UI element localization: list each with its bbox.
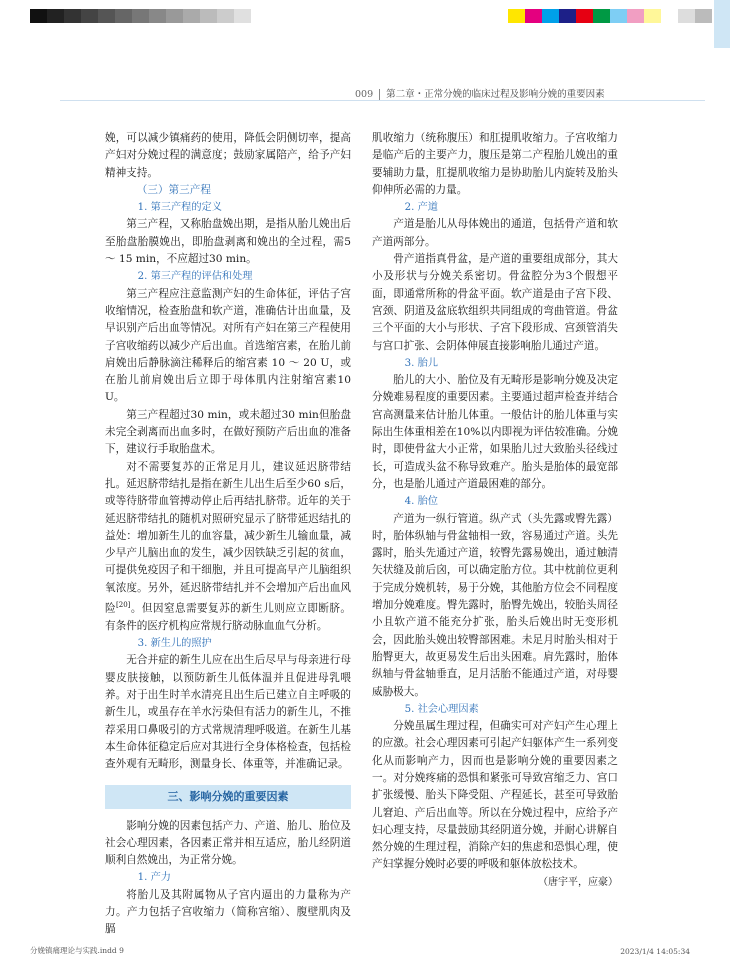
chapter-title: 第二章・正常分娩的临床过程及影响分娩的重要因素 bbox=[386, 89, 605, 100]
registration-color-bar-left bbox=[30, 9, 251, 23]
registration-color-bar-right bbox=[508, 9, 712, 23]
paragraph: 第三产程超过30 min，或未超过30 min但胎盘未完全剥离而出血多时，在做好预防产后出血的准备下，建议行手取胎盘术。 bbox=[105, 408, 351, 456]
color-swatch bbox=[47, 9, 64, 23]
color-swatch bbox=[576, 9, 593, 23]
color-swatch bbox=[678, 9, 695, 23]
paragraph: 影响分娩的因素包括产力、产道、胎儿、胎位及社会心理因素，各因素正常并相互适应，胎儿经阴道顺利自然娩出，为正常分娩。 bbox=[105, 819, 351, 867]
color-swatch bbox=[217, 9, 234, 23]
color-swatch bbox=[234, 9, 251, 23]
author-signature: （唐宇平，应豪） bbox=[538, 876, 618, 888]
section-heading-factors: 三、影响分娩的重要因素 bbox=[105, 785, 351, 809]
color-swatch bbox=[115, 9, 132, 23]
citation-ref[interactable]: [20] bbox=[116, 601, 131, 610]
header-rule bbox=[60, 100, 705, 101]
color-swatch bbox=[200, 9, 217, 23]
paragraph: 分娩虽属生理过程，但确实可对产妇产生心理上的应激。社会心理因素可引起产妇躯体产生一系列变化从而影响产力，因而也是影响分娩的重要因素之一。对分娩疼痛的恐惧和紧张可导致宫缩乏力、宫口扩张缓慢、胎头下降受阻、产程延长，甚至可导致胎儿窘迫、产后出血等。所以在分娩过程中，应给予产妇心理支持，尽量鼓励其经阴道分娩，并耐心讲解自然分娩的生理过程，消除产妇的焦虑和恐惧心理，使产妇掌握分娩时必要的呼吸和躯体放松技术。 bbox=[372, 720, 618, 871]
subheading-force: 1. 产力 bbox=[137, 872, 171, 884]
paragraph: 骨产道指真骨盆，是产道的重要组成部分，其大小及形状与分娩关系密切。骨盆腔分为3个假想平面，即通常所称的骨盆平面。软产道是由子宫下段、宫颈、阴道及盆底软组织共同组成的弯曲管道。骨盆三个平面的大小与形状、子宫下段形成、宫颈管消失与宫口扩张、会阴体伸展直接影响胎儿通过产道。 bbox=[372, 253, 618, 352]
color-swatch bbox=[81, 9, 98, 23]
paragraph: 第三产程应注意监测产妇的生命体征，评估子宫收缩情况，检查胎盘和软产道，准确估计出血量，及早识别产后出血等情况。对所有产妇在第三产程使用子宫收缩药以减少产后出血。首选缩宫素，在胎儿前肩娩出后静脉滴注稀释后的缩宫素 10 ～ 20 U，或在胎儿前肩娩出后立即于母体肌内注射缩宫素10 U。 bbox=[105, 287, 351, 404]
color-swatch bbox=[166, 9, 183, 23]
paragraph: 第三产程，又称胎盘娩出期，是指从胎儿娩出后至胎盘胎膜娩出，即胎盘剥离和娩出的全过程，需5 ～ 15 min，不应超过30 min。 bbox=[105, 218, 351, 266]
color-swatch bbox=[559, 9, 576, 23]
subheading-fetal-position: 4. 胎位 bbox=[404, 496, 438, 508]
paragraph-text: 对不需要复苏的正常足月儿，建议延迟脐带结扎。延迟脐带结扎是指在新生儿出生后至少60 s后，或等待脐带血管搏动停止后再结扎脐带。近年的关于延迟脐带结扎的随机对照研究显示了脐带延迟结扎的益处：增加新生儿的血容量，减少新生儿输血量，减少早产儿脑出血的发生，减少因铁缺乏引起的贫血，可提供免疫因子和干细胞，并且可提高早产儿脑组织氧浓度。另外，延迟脐带结扎并不会增加产后出血风险 bbox=[105, 460, 351, 615]
color-swatch bbox=[508, 9, 525, 23]
color-swatch bbox=[661, 9, 678, 23]
side-thumb-tab bbox=[714, 0, 730, 962]
running-header bbox=[355, 86, 605, 100]
paragraph: 将胎儿及其附属物从子宫内逼出的力量称为产力。产力包括子宫收缩力（简称宫缩）、腹壁肌肉及膈 bbox=[105, 888, 351, 936]
color-swatch bbox=[132, 9, 149, 23]
color-swatch bbox=[644, 9, 661, 23]
subheading-psychosocial: 5. 社会心理因素 bbox=[404, 703, 479, 715]
subheading-newborn-care: 3. 新生儿的照护 bbox=[137, 638, 212, 650]
paragraph: 胎儿的大小、胎位及有无畸形是影响分娩及决定分娩难易程度的重要因素。主要通过超声检查并结合宫高测量来估计胎儿体重。一般估计的胎儿体重与实际出生体重相差在10%以内即视为评估较准确。分娩时，即使骨盆大小正常，如果胎儿过大致胎头径线过长，可造成头盆不称导致难产。胎头是胎体的最宽部分，也是胎儿通过产道最困难的部分。 bbox=[372, 374, 619, 490]
color-swatch bbox=[542, 9, 559, 23]
right-column bbox=[372, 130, 618, 891]
paragraph bbox=[105, 459, 351, 636]
page-number: 009 bbox=[355, 89, 380, 100]
subheading-definition: 1. 第三产程的定义 bbox=[137, 202, 222, 214]
color-swatch bbox=[695, 9, 712, 23]
print-slug-timestamp: 2023/1/4 14:05:34 bbox=[620, 947, 690, 956]
paragraph: 无合并症的新生儿应在出生后尽早与母亲进行母婴皮肤接触，以预防新生儿低体温并且促进母乳喂养。对于出生时羊水清亮且出生后已建立自主呼吸的新生儿，或虽存在羊水污染但有活力的新生儿，不推荐采用口鼻吸引的方式常规清理呼吸道。在新生儿基本生命体征稳定后应对其进行全身体格检查，包括检查外观有无畸形，测量身长、体重等，并准确记录。 bbox=[105, 654, 351, 771]
paragraph: 产道为一纵行管道。纵产式（头先露或臀先露）时，胎体纵轴与骨盆轴相一致，容易通过产道。头先露时，胎头先通过产道，较臀先露易娩出，通过触清矢状缝及前后囟，可以确定胎方位。其中枕前位更利于完成分娩机转，易于分娩，其他胎方位会不同程度增加分娩难度。臀先露时，胎臀先娩出，较胎头周径小且软产道不能充分扩张，胎头后娩出时无变形机会，因此胎头娩出较臀部困难。未足月时胎头相对于胎臀更大，故更易发生后出头困难。肩先露时，胎体纵轴与骨盆轴垂直，足月活胎不能通过产道，对母婴威胁极大。 bbox=[372, 512, 618, 698]
color-swatch bbox=[149, 9, 166, 23]
color-swatch bbox=[525, 9, 542, 23]
print-slug-filename: 分娩镇痛理论与实践.indd 9 bbox=[30, 946, 124, 955]
color-swatch bbox=[64, 9, 81, 23]
paragraph-text: 。但因窒息需要复苏的新生儿则应立即断脐。有条件的医疗机构应常规行脐动脉血血气分析。 bbox=[105, 602, 351, 632]
color-swatch bbox=[627, 9, 644, 23]
subheading-assessment: 2. 第三产程的评估和处理 bbox=[137, 271, 253, 283]
color-swatch bbox=[593, 9, 610, 23]
color-swatch bbox=[98, 9, 115, 23]
color-swatch bbox=[610, 9, 627, 23]
subheading-birth-canal: 2. 产道 bbox=[404, 202, 438, 214]
subheading-fetus: 3. 胎儿 bbox=[404, 357, 438, 369]
paragraph: 肌收缩力（统称腹压）和肛提肌收缩力。子宫收缩力是临产后的主要产力，腹压是第二产程胎儿娩出的重要辅助力量，肛提肌收缩力是协助胎儿内旋转及胎头仰伸所必需的力量。 bbox=[372, 132, 618, 196]
color-swatch bbox=[30, 9, 47, 23]
paragraph: 产道是胎儿从母体娩出的通道，包括骨产道和软产道两部分。 bbox=[372, 218, 618, 248]
left-column bbox=[105, 130, 351, 939]
paragraph: 娩，可以减少镇痛药的使用，降低会阴侧切率，提高产妇对分娩过程的满意度；鼓励家属陪产，给予产妇精神支持。 bbox=[105, 132, 351, 179]
section-heading-third-stage: （三）第三产程 bbox=[136, 183, 211, 196]
color-swatch bbox=[183, 9, 200, 23]
